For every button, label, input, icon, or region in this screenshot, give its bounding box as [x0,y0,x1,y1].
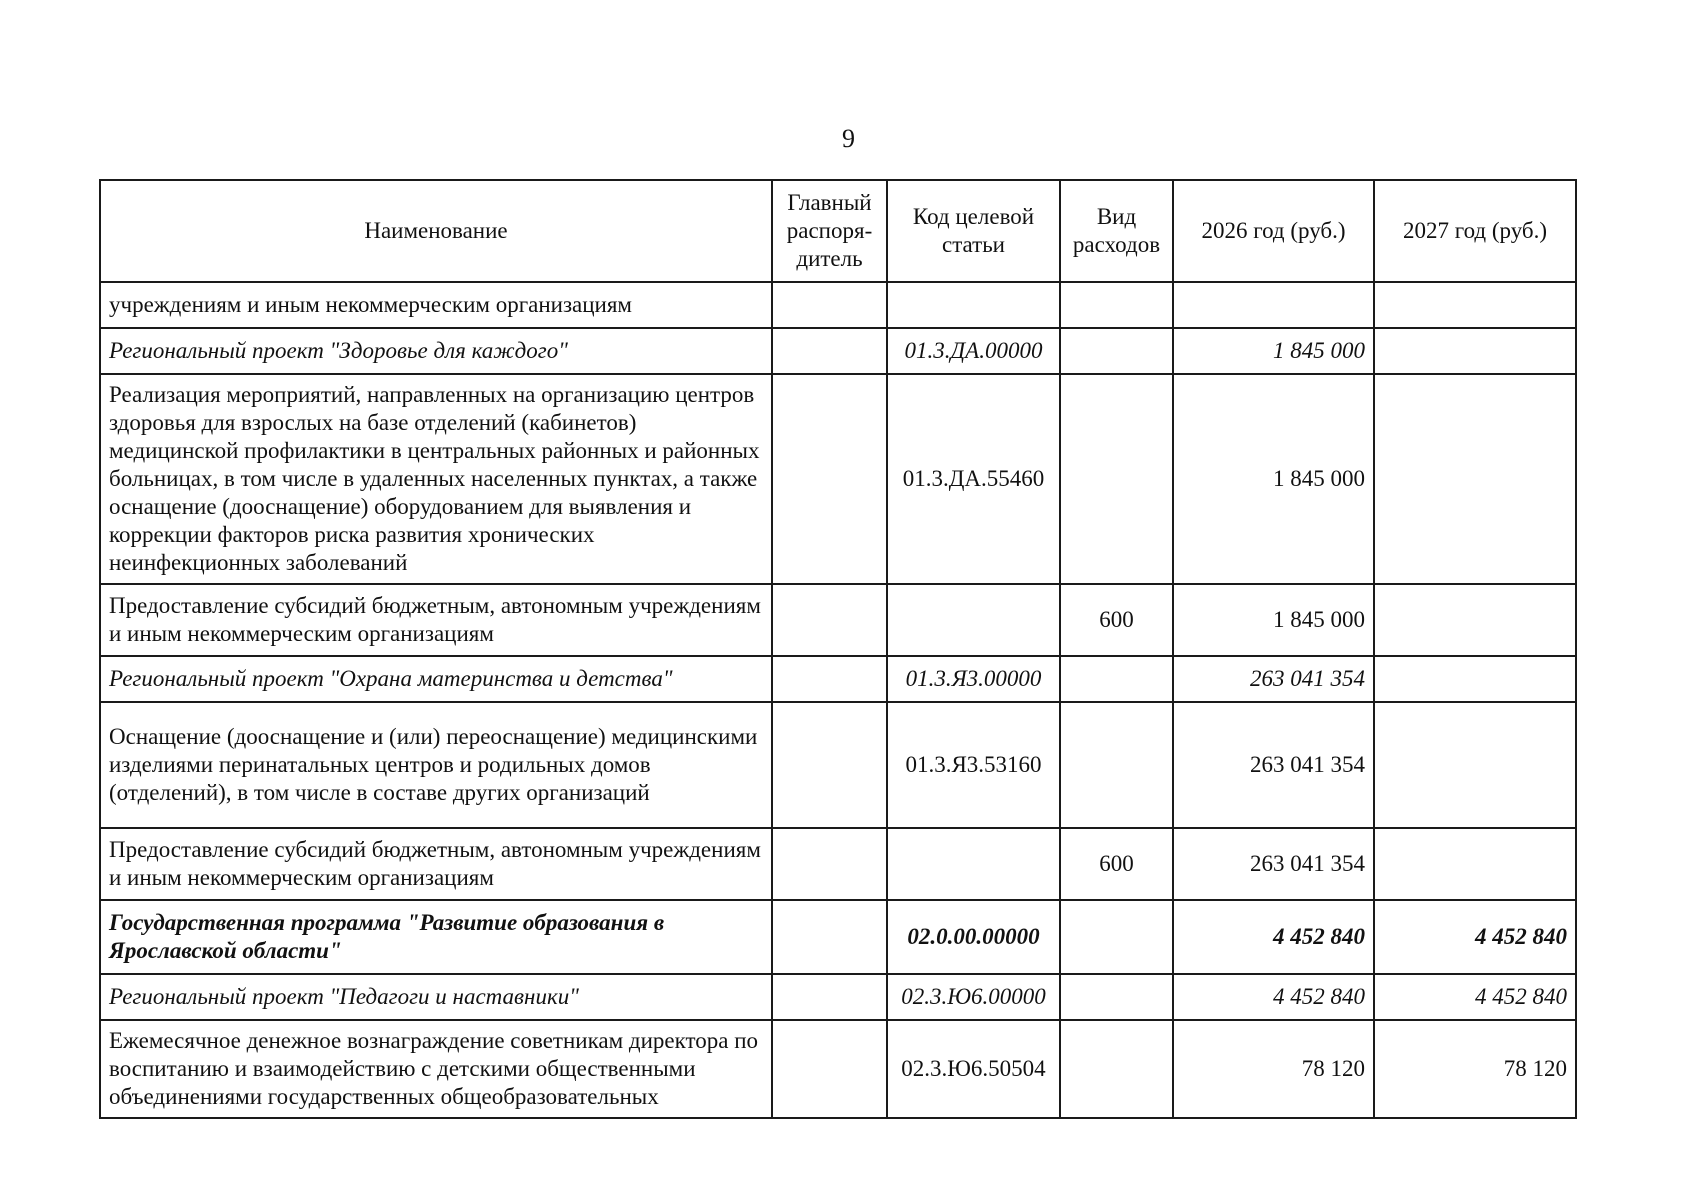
table-row [100,282,1576,328]
table-header-row [100,180,1576,282]
table-row [100,374,1576,584]
cell-manager [772,328,887,374]
cell-2026: 78 120 [1173,1020,1374,1118]
cell-code: 01.3.ДА.00000 [887,328,1060,374]
cell-code: 01.3.Я3.53160 [887,702,1060,828]
cell-manager [772,702,887,828]
cell-2027: 78 120 [1374,1020,1576,1118]
cell-name: учреждениям и иным некоммерческим организациям [100,282,772,328]
cell-kind [1060,282,1173,328]
cell-2026: 4 452 840 [1173,900,1374,974]
cell-2027 [1374,656,1576,702]
header-code: Код целевой статьи [887,180,1060,282]
cell-name: Реализация мероприятий, направленных на организацию центров здоровья для взрослых на базе отделений (кабинетов) медицинской профилактики в центральных районных и районных больницах, в том числе в удаленных населенных пунктах, а также оснащение (дооснащение) оборудованием для выявления и коррекции факторов риска развития хронических неинфекционных заболеваний [100,374,772,584]
cell-2027 [1374,282,1576,328]
cell-2027 [1374,702,1576,828]
cell-code: 01.3.Я3.00000 [887,656,1060,702]
table-row [100,702,1576,828]
cell-manager [772,374,887,584]
cell-2027 [1374,374,1576,584]
cell-kind [1060,974,1173,1020]
cell-manager [772,656,887,702]
cell-2027 [1374,584,1576,656]
cell-code [887,282,1060,328]
cell-name: Ежемесячное денежное вознаграждение советникам директора по воспитанию и взаимодействию с детскими общественными объединениями государственных общеобразовательных [100,1020,772,1118]
cell-name: Предоставление субсидий бюджетным, автономным учреждениям и иным некоммерческим организациям [100,584,772,656]
cell-kind [1060,374,1173,584]
cell-manager [772,900,887,974]
table-row [100,656,1576,702]
cell-2027: 4 452 840 [1374,974,1576,1020]
cell-name: Региональный проект "Охрана материнства и детства" [100,656,772,702]
cell-2026: 263 041 354 [1173,656,1374,702]
cell-kind: 600 [1060,584,1173,656]
cell-kind [1060,702,1173,828]
cell-2026: 4 452 840 [1173,974,1374,1020]
cell-manager [772,282,887,328]
cell-name: Региональный проект "Педагоги и наставники" [100,974,772,1020]
cell-kind [1060,656,1173,702]
cell-2026: 1 845 000 [1173,584,1374,656]
cell-code: 02.3.Ю6.00000 [887,974,1060,1020]
header-2026: 2026 год (руб.) [1173,180,1374,282]
cell-name: Региональный проект "Здоровье для каждого" [100,328,772,374]
cell-name: Оснащение (дооснащение и (или) переоснащение) медицинскими изделиями перинатальных центров и родильных домов (отделений), в том числе в составе других организаций [100,702,772,828]
cell-2026: 263 041 354 [1173,702,1374,828]
cell-manager [772,584,887,656]
header-manager: Главный распоря-дитель [772,180,887,282]
cell-2026: 1 845 000 [1173,328,1374,374]
cell-code: 02.3.Ю6.50504 [887,1020,1060,1118]
cell-code [887,828,1060,900]
table-row [100,328,1576,374]
table-row [100,1020,1576,1118]
cell-kind [1060,328,1173,374]
cell-kind [1060,900,1173,974]
cell-2027 [1374,828,1576,900]
cell-code: 01.3.ДА.55460 [887,374,1060,584]
table-row [100,900,1576,974]
cell-code [887,584,1060,656]
cell-2026 [1173,282,1374,328]
cell-2026: 263 041 354 [1173,828,1374,900]
table-row [100,584,1576,656]
table-row [100,974,1576,1020]
cell-2027 [1374,328,1576,374]
cell-manager [772,828,887,900]
header-kind: Вид расходов [1060,180,1173,282]
cell-manager [772,974,887,1020]
cell-manager [772,1020,887,1118]
table-row [100,828,1576,900]
budget-table [99,179,1577,1119]
cell-kind: 600 [1060,828,1173,900]
cell-kind [1060,1020,1173,1118]
cell-2027: 4 452 840 [1374,900,1576,974]
header-name: Наименование [100,180,772,282]
cell-2026: 1 845 000 [1173,374,1374,584]
cell-name: Государственная программа "Развитие образования в Ярославской области" [100,900,772,974]
page-number: 9 [842,124,855,153]
cell-name: Предоставление субсидий бюджетным, автономным учреждениям и иным некоммерческим организациям [100,828,772,900]
cell-code: 02.0.00.00000 [887,900,1060,974]
header-2027: 2027 год (руб.) [1374,180,1576,282]
